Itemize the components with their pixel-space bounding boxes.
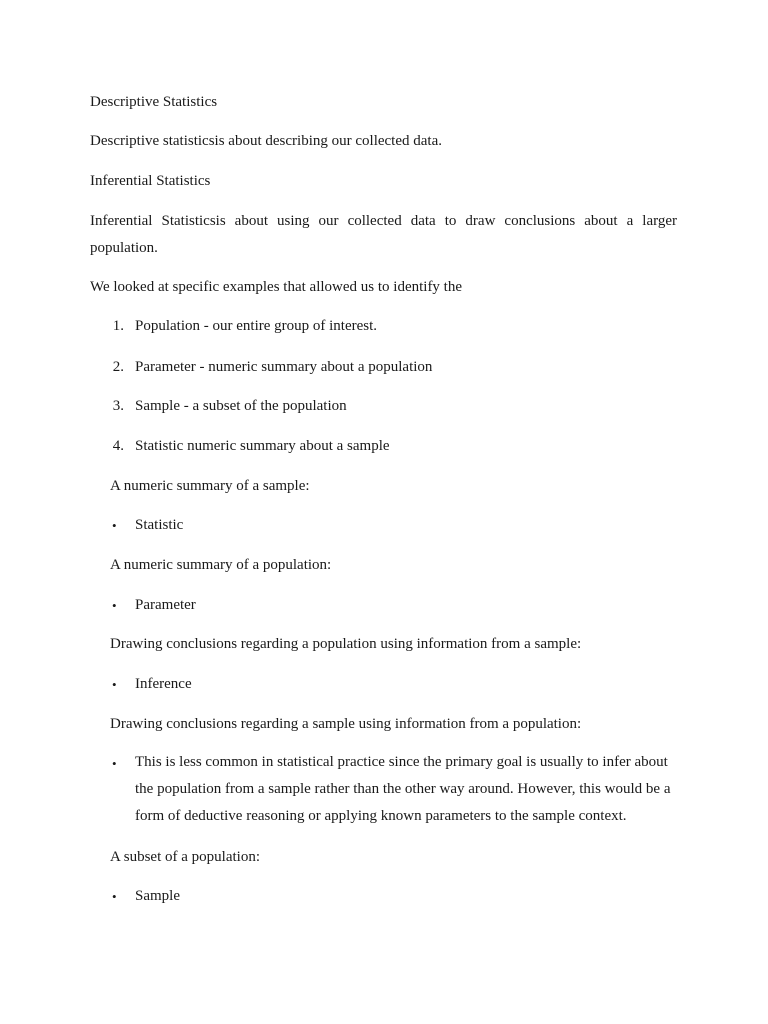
list-number: 2. bbox=[112, 359, 124, 375]
list-number: 1. bbox=[112, 318, 124, 334]
bullet-icon: • bbox=[112, 598, 117, 613]
answer-parameter: Parameter bbox=[135, 597, 196, 613]
answer-deductive-reasoning: This is less common in statistical practice since the primary goal is usually to infer about the population from a sample rather than the other way around. However, this would be a form of deductive reasoning or applying known parameters to the sample context. bbox=[135, 754, 671, 824]
list-item-text: Statistic numeric summary about a sample bbox=[135, 438, 390, 454]
bullet-icon: • bbox=[112, 677, 117, 692]
question-population-from-sample: Drawing conclusions regarding a population using information from a sample: bbox=[110, 636, 582, 652]
bullet-icon: • bbox=[112, 518, 117, 533]
bullet-icon: • bbox=[112, 756, 117, 771]
answer-inference: Inference bbox=[135, 676, 192, 692]
heading-inferential-statistics: Inferential Statistics bbox=[90, 173, 211, 189]
definition-inferential-line-2: population. bbox=[90, 240, 158, 256]
question-population-subset: A subset of a population: bbox=[110, 849, 260, 865]
definition-descriptive-statistics: Descriptive statisticsis about describing our collected data. bbox=[90, 133, 442, 149]
definition-inferential-line-1: Inferential Statisticsis about using our collected data to draw conclusions about a larger bbox=[90, 213, 677, 229]
question-population-summary: A numeric summary of a population: bbox=[110, 557, 332, 573]
list-item-text: Population - our entire group of interest. bbox=[135, 318, 378, 334]
list-item-text: Sample - a subset of the population bbox=[135, 398, 347, 414]
list-item-text: Parameter - numeric summary about a population bbox=[135, 359, 433, 375]
answer-statistic: Statistic bbox=[135, 517, 184, 533]
question-sample-summary: A numeric summary of a sample: bbox=[110, 478, 310, 494]
intro-examples-text: We looked at specific examples that allowed us to identify the bbox=[90, 279, 463, 295]
bullet-icon: • bbox=[112, 889, 117, 904]
list-number: 3. bbox=[112, 398, 124, 414]
list-number: 4. bbox=[112, 438, 124, 454]
answer-sample: Sample bbox=[135, 888, 180, 904]
question-sample-from-population: Drawing conclusions regarding a sample using information from a population: bbox=[110, 716, 582, 732]
heading-descriptive-statistics: Descriptive Statistics bbox=[90, 94, 218, 110]
